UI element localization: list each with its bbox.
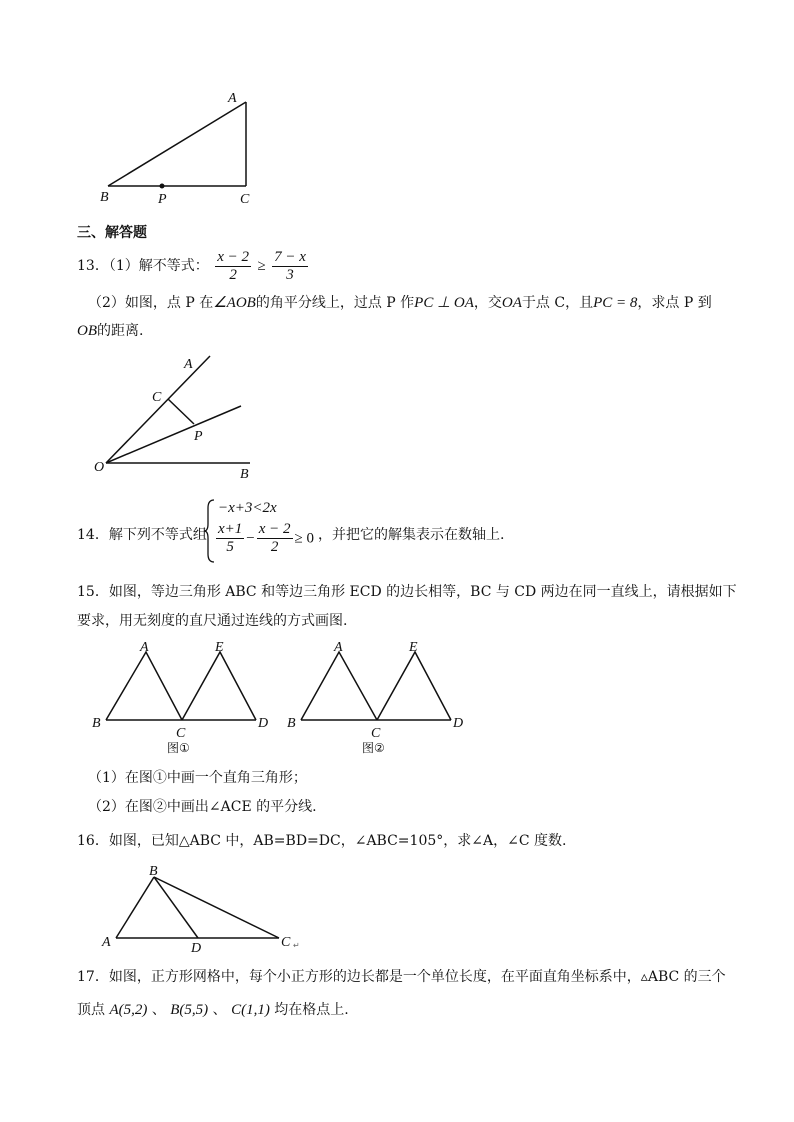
q13-ob: OB [77, 323, 97, 339]
q17-suffix: 均在格点上. [274, 1002, 349, 1018]
q14-geq0: ≥ 0 [294, 530, 315, 547]
edge-ba [108, 102, 246, 186]
q14-frac1-den: 5 [226, 539, 234, 555]
q14-frac1 [216, 521, 244, 556]
q13-part2-a: （2）如图，点 P 在 [88, 295, 214, 311]
q13-number: 13． [77, 258, 109, 274]
q13-angle-aob: ∠AOB [213, 295, 256, 311]
point-p-dot [160, 184, 165, 189]
q14-frac2-den: 2 [270, 539, 279, 555]
label-d: D [453, 716, 464, 731]
q13-oa: OA [501, 295, 522, 311]
q14-minus: − [246, 530, 255, 547]
q13-part1 [77, 246, 310, 286]
q13-frac1-den: 2 [229, 266, 237, 283]
label-b: B [287, 716, 296, 731]
q13-part2-e: ，求点 P 到 [637, 295, 712, 311]
q15-sub1: （1）在图①中画一个直角三角形； [88, 770, 307, 786]
ray-op [106, 406, 241, 463]
q14-frac2 [257, 521, 293, 556]
figure-equilateral-1 [90, 640, 280, 760]
q14-row1: −x+3<2x [218, 500, 277, 516]
q17-prefix: 顶点 [77, 1002, 105, 1018]
label-c: C [152, 390, 162, 405]
q17-point-c: C(1,1) [231, 1002, 270, 1018]
q17-line1: 17．如图，正方形网格中，每个小正方形的边长都是一个单位长度，在平面直角坐标系中，▵ABC 的三个 [77, 969, 726, 985]
label-c: C [176, 726, 186, 741]
q13-part2-line1 [88, 293, 712, 313]
figure-triangle-abc-p [90, 85, 270, 210]
figure-caption-1: 图① [167, 741, 190, 755]
q13-part2-f: 的距离. [97, 323, 144, 339]
triangle-abc [106, 652, 182, 720]
segment-pc [168, 399, 194, 424]
section-title: 三、解答题 [77, 225, 147, 241]
label-b: B [92, 716, 101, 731]
q13-fraction-2 [272, 249, 308, 284]
q13-geq: ≥ [257, 258, 266, 274]
return-mark-icon: ↵ [293, 941, 300, 950]
ray-oa [106, 356, 210, 463]
label-c: C [240, 192, 250, 207]
q13-pc-eq: PC = 8 [593, 295, 638, 311]
q16-text: 16．如图，已知△ABC 中，AB=BD=DC，∠ABC=105°，求∠A，∠C 度数. [77, 833, 567, 849]
q17-line2 [77, 1000, 349, 1020]
label-c: C [371, 726, 381, 741]
label-p: P [194, 429, 203, 444]
edge-bd [154, 877, 198, 938]
q15-line1: 15．如图，等边三角形 ABC 和等边三角形 ECD 的边长相等，BC 与 CD 两边在同一直线上，请根据如下 [77, 584, 737, 600]
q15-sub2: （2）在图②中画出∠ACE 的平分线. [88, 799, 317, 815]
triangle-ecd [377, 652, 451, 720]
label-b: B [100, 190, 109, 205]
label-b: B [240, 467, 249, 482]
figure-angle-bisector [90, 350, 270, 485]
label-a: A [102, 935, 111, 950]
q14-frac1-num: x+1 [218, 521, 243, 537]
label-a: A [140, 640, 149, 655]
label-b: B [149, 864, 158, 879]
q14-frac2-num: x − 2 [258, 521, 291, 537]
q17-sep-2: 、 [212, 1002, 227, 1018]
label-c: C [281, 935, 291, 950]
edge-bc [154, 877, 279, 938]
q13-frac2-num: 7 − x [274, 248, 306, 265]
label-d: D [258, 716, 269, 731]
triangle-abc [301, 652, 377, 720]
q14-prefix: 14．解下列不等式组 [77, 527, 207, 543]
q13-part2-c: ，交 [473, 295, 502, 311]
figure-triangle-abd [95, 860, 315, 955]
label-o: O [94, 460, 105, 475]
q13-part2-line2 [77, 321, 143, 341]
q13-part2-b: 的角平分线上，过点 P 作 [255, 295, 415, 311]
q15-line2: 要求，用无刻度的直尺通过连线的方式画图. [77, 613, 348, 629]
q13-pc-perp-oa: PC ⊥ OA [414, 295, 474, 311]
label-a: A [334, 640, 343, 655]
q17-point-a: A(5,2) [109, 1002, 148, 1018]
figure-caption-2: 图② [362, 741, 385, 755]
label-p: P [158, 192, 167, 207]
q17-point-b: B(5,5) [170, 1002, 209, 1018]
label-e: E [409, 640, 418, 655]
q13-part1-prefix: （1）解不等式： [108, 258, 209, 274]
q17-sep-1: 、 [151, 1002, 166, 1018]
q14-suffix: ，并把它的解集表示在数轴上. [318, 527, 505, 543]
q13-fraction-1 [215, 249, 251, 284]
label-a: A [184, 357, 193, 372]
q13-frac1-num: x − 2 [217, 248, 249, 265]
q13-frac2-den: 3 [286, 266, 294, 283]
q13-part2-d: 于点 C，且 [521, 295, 594, 311]
q14-row2 [214, 521, 314, 556]
label-e: E [215, 640, 224, 655]
label-a: A [228, 91, 237, 106]
edge-ab [116, 877, 154, 938]
label-d: D [191, 941, 202, 956]
triangle-ecd [182, 652, 256, 720]
figure-equilateral-2 [285, 640, 475, 760]
